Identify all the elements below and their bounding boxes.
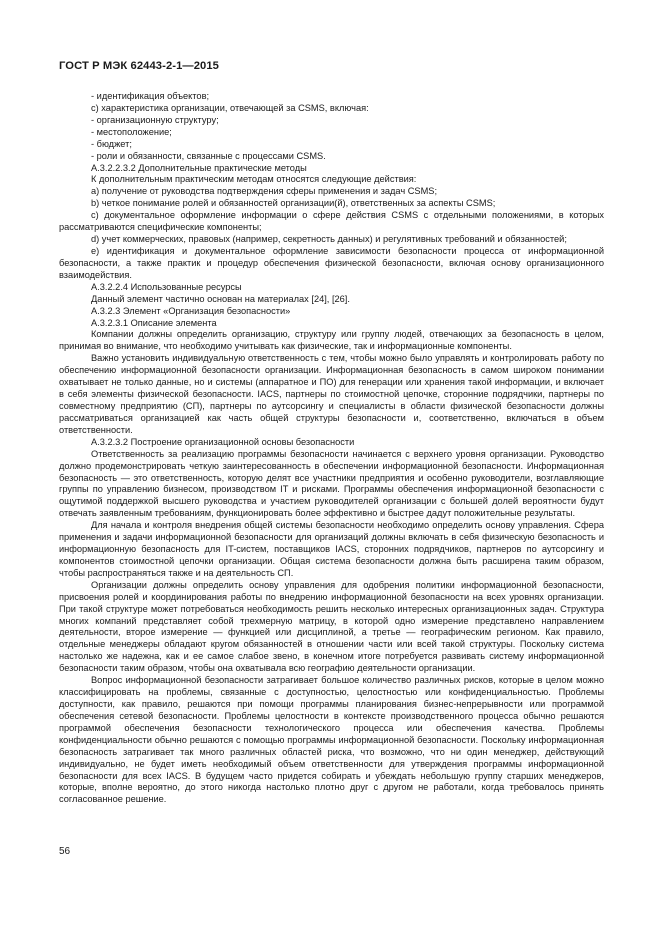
section-heading: А.3.2.3.2 Построение организационной основы безопасности — [91, 436, 355, 447]
list-item: e) идентификация и документальное оформление зависимости безопасности процесса от информационной безопасности, а также практик и процедур обеспечения физической безопасности, включая основу организационного взаимодействия. — [59, 245, 604, 280]
page-number: 56 — [59, 846, 71, 857]
section-heading: А.3.2.2.3.2 Дополнительные практические методы — [91, 162, 307, 173]
section-heading: А.3.2.3 Элемент «Организация безопасности» — [91, 305, 291, 316]
list-item: c) документальное оформление информации о сфере действия CSMS с отдельными положениями, в которых рассматриваются специфические компоненты; — [59, 210, 604, 233]
paragraph: Важно установить индивидуальную ответственность с тем, чтобы можно было управлять и контролировать работу по обеспечению информационной безопасности организации. Информационная безопасность в самом широком понимании охватывает не только данные, но и системы (аппаратное и ПО) для генерации или хранения такой информации, и включает в себя элементы физической безопасности. IACS, партнеры по стоимостной цепочке, сторонние подрядчики, партнеры по совместному предприятию (СП), партнеры по аутсорсингу и специалисты в области физической безопасности должны рассматриваться организацией как часть общей структуры безопасности и, соответственно, включаться в объем ответственности. — [59, 353, 604, 435]
list-item: - идентификация объектов; — [91, 91, 210, 101]
paragraph: Вопрос информационной безопасности затрагивает большое количество различных рисков, которые в целом можно классифицировать на проблемы, связанные с доступностью, целостностью или конфиденциальностью. Проблемы доступности, как правило, решаются при помощи программы планирования бизнес-непрерывности или программой обеспечения сетевой безопасности. Проблемы целостности в контексте производственного процесса обычно решаются программой обеспечения безопасности технологического процесса или обеспечения качества. Проблемы конфиденциальности обычно решаются с помощью программы информационной безопасности. Поскольку информационная безопасность затрагивает так много различных областей риска, что возможно, что ни один менеджер, действующий индивидуально, не будет иметь необходимый объем ответственности для утверждения программы информационной безопасности для всех IACS. В будущем часто придется собирать и убеждать небольшую группу старших менеджеров, которые, вполне вероятно, до этого никогда настолько плотно друг с другом не работали, когда требовалось принять согласованное решение. — [59, 675, 604, 805]
list-item: d) учет коммерческих, правовых (например, секретность данных) и регулятивных требований и обязанностей; — [91, 234, 567, 245]
document-header: ГОСТ Р МЭК 62443-2-1—2015 — [59, 60, 220, 72]
list-item: a) получение от руководства подтверждения сферы применения и задач CSMS; — [91, 186, 438, 197]
list-item: c) характеристика организации, отвечающей за CSMS, включая: — [91, 102, 369, 113]
list-item: - местоположение; — [91, 126, 172, 137]
paragraph: Компании должны определить организацию, структуру или группу людей, отвечающих за безопасность в целом, принимая во внимание, что необходимо учитывать как физические, так и информационные компоненты. — [59, 329, 604, 352]
paragraph: Организации должны определить основу управления для одобрения политики информационной безопасности, присвоения ролей и координирования работы по внедрению информационной безопасности на всех уровнях организации. При такой структуре может потребоваться необходимость решить несколько интересных организационных задач. Структура многих компаний представляет собой трехмерную матрицу, в которой одно измерение представлено направлением деятельности, второе измерение — функцией или дисциплиной, а третье — географическим регионом. Как правило, отдельные менеджеры обладают кругом обязанностей в отношении части или всей такой структуры. Поскольку система настолько же надежна, как и ее самое слабое звено, в конечном итоге потребуется развивать систему информационной безопасности таким образом, чтобы она охватывала всю географию деятельности организации. — [59, 579, 604, 674]
list-item: - роли и обязанности, связанные с процессами CSMS. — [91, 150, 326, 161]
section-heading: А.3.2.2.4 Использованные ресурсы — [91, 281, 242, 292]
body-text — [59, 91, 604, 806]
section-heading: А.3.2.3.1 Описание элемента — [91, 317, 217, 328]
paragraph: Ответственность за реализацию программы безопасности начинается с верхнего уровня организации. Руководство должно продемонстрировать четкую заинтересованность в обеспечении информационной безопасности. Информационная безопасность — это ответственность, которую делят все участники предприятия и особенно руководители, возглавляющие группы по управлению бизнесом, производством IT и рисками. Программы обеспечения информационной безопасности с ощутимой поддержкой высшего руководства и участием руководителей организации с большей долей вероятности будут отвечать заявленным требованиям, функционировать более эффективно и быстрее дадут положительные результаты. — [59, 448, 604, 519]
paragraph: Для начала и контроля внедрения общей системы безопасности необходимо определить основу управления. Сфера применения и задачи информационной безопасности для организаций должны включать в себя физическую безопасность и информационную безопасность для IT-систем, поставщиков IACS, сторонних подрядчиков, партнеров по аутсорсингу и компонентов стоимостной цепочки организации. Общая система безопасности должна быть расширена таким образом, чтобы распространяться также и на деятельность СП. — [59, 520, 604, 578]
list-item: - организационную структуру; — [91, 114, 219, 125]
list-item: b) четкое понимание ролей и обязанностей организации(й), ответственных за аспекты CSMS; — [91, 198, 496, 209]
list-item: - бюджет; — [91, 138, 132, 149]
paragraph: К дополнительным практическим методам относятся следующие действия: — [91, 174, 417, 185]
paragraph: Данный элемент частично основан на материалах [24], [26]. — [91, 293, 350, 304]
